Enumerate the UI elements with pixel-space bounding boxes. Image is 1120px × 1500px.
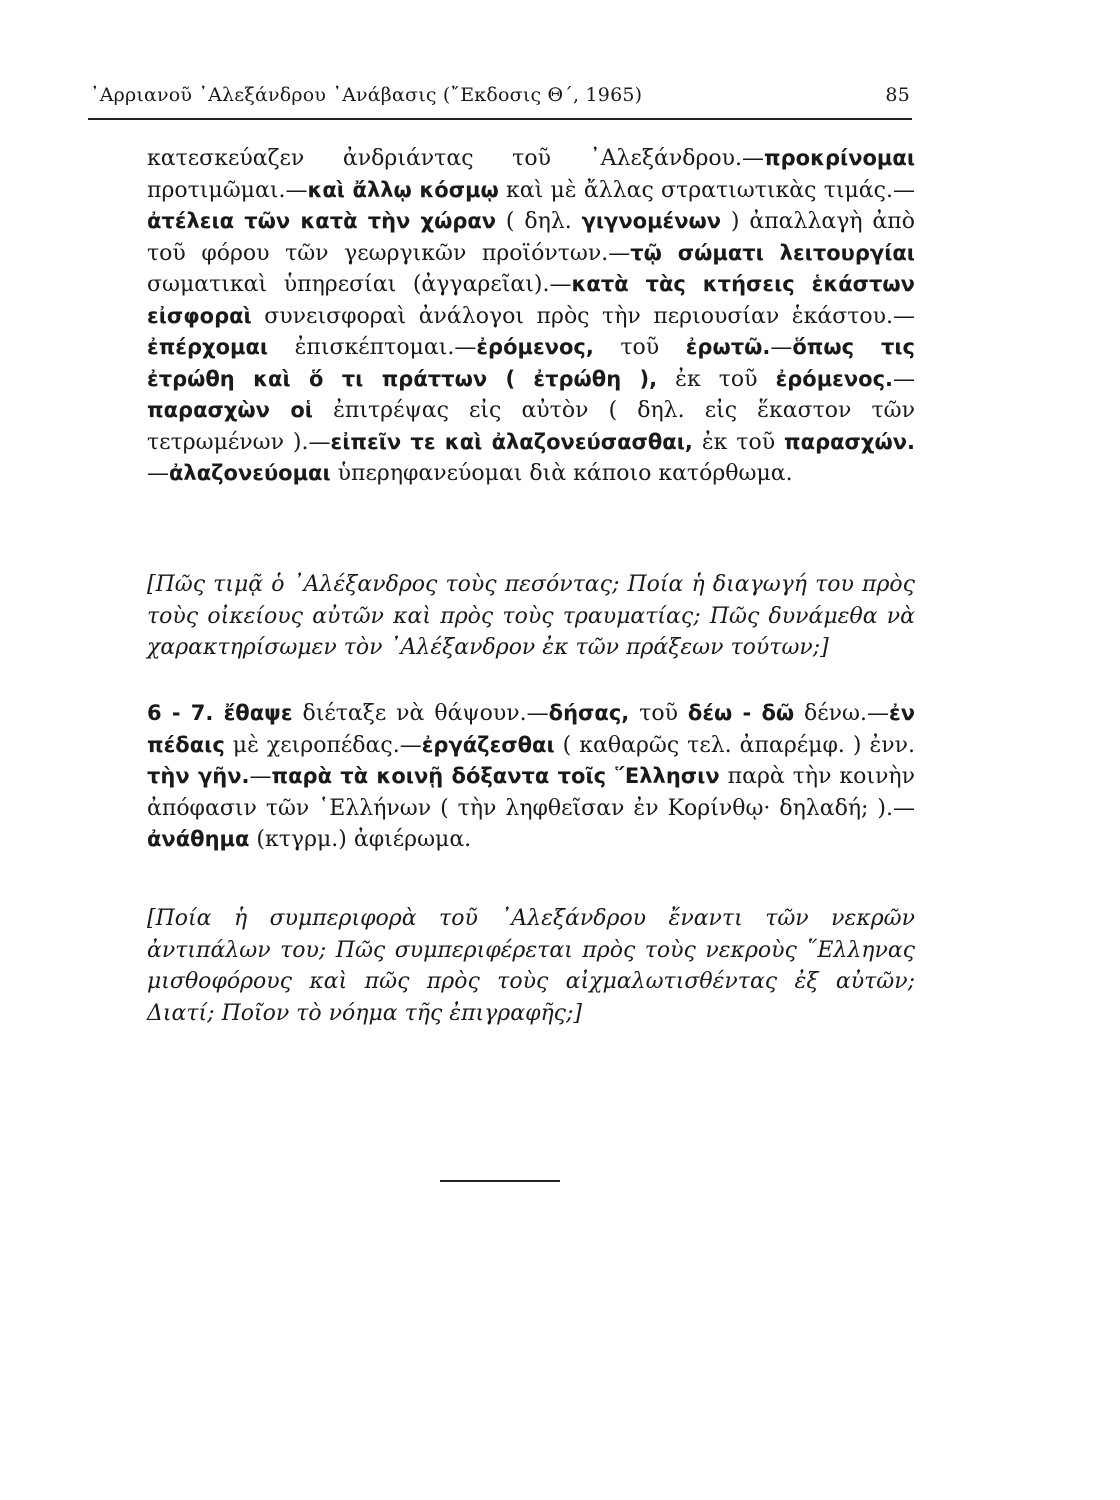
glossary-definition: τοῦ (593, 335, 686, 360)
glossary-definition: — (249, 764, 272, 789)
glossary-definition: κατεσκεύαζεν ἀνδριάντας τοῦ ᾿Αλεξάνδρου.— (147, 146, 764, 171)
glossary-term: ἐρόμενος, (476, 335, 594, 359)
glossary-term: δήσας, (548, 701, 630, 725)
glossary-text-1 (147, 143, 915, 490)
section-end-rule (440, 1180, 560, 1182)
glossary-definition: ἐπιτρέψας εἰς αὐτὸν ( δηλ. εἰς ἕκαστον τῶν τετρωμένων ).— (147, 398, 915, 455)
glossary-term: εἰπεῖν τε καὶ ἀλαζονεύσασθαι, (330, 429, 693, 454)
glossary-paragraph-1 (147, 143, 915, 490)
glossary-term: ἐργάζεσθαι (421, 732, 555, 757)
header-rule (88, 118, 912, 120)
glossary-term: ὅπως τις ἐτρώθη καὶ ὅ τι πράττων ( ἐτρώθη ), (147, 335, 916, 391)
glossary-term: 6 - 7. ἔθαψε (147, 701, 293, 725)
glossary-definition: σωματικαὶ ὑπηρεσίαι (ἀγγαρεῖαι).— (147, 272, 572, 297)
glossary-definition: ὑπερηφανεύομαι διὰ κάποιο κατόρθωμα. (330, 461, 793, 486)
glossary-definition: ἐκ τοῦ (692, 429, 785, 455)
glossary-term: ἐπέρχομαι (147, 335, 269, 359)
glossary-definition: ἐπισκέπτομαι.— (268, 335, 477, 360)
glossary-term: ἀτέλεια τῶν κατὰ τὴν χώραν (147, 209, 497, 233)
page-header (90, 84, 910, 106)
glossary-text-2 (147, 698, 915, 856)
glossary-term: δέω - δῶ (687, 701, 795, 725)
glossary-definition: (κτγρμ.) ἀφιέρωμα. (249, 827, 472, 852)
glossary-definition: διέταξε νὰ θάψουν.— (292, 701, 549, 726)
glossary-term: τῷ σώματι λειτουργίαι (630, 240, 915, 265)
glossary-term: παρὰ τὰ κοινῇ δόξαντα τοῖς ῞Ελλησιν (271, 764, 720, 788)
glossary-definition: ἐκ τοῦ (657, 366, 776, 392)
glossary-definition: ( δηλ. (496, 209, 582, 234)
glossary-term: ἐρόμενος. (775, 366, 894, 391)
glossary-definition: δένω.— (794, 701, 889, 726)
glossary-definition: ( καθαρῶς τελ. ἀπαρέμφ. ) ἐνν. (554, 732, 915, 758)
glossary-term: γιγνομένων (581, 209, 722, 233)
glossary-term: ἀλαζονεύομαι (169, 461, 331, 485)
glossary-term: καὶ ἄλλῳ κόσμῳ (307, 177, 499, 202)
running-title: ᾿Αρριανοῦ ᾿Αλεξάνδρου ᾿Ανάβασις (῎Εκδοσις Θ΄, 1965) (90, 84, 643, 106)
glossary-definition: μὲ χειροπέδας.— (224, 732, 422, 758)
glossary-definition: προτιμῶμαι.— (147, 177, 308, 203)
glossary-term: ἀνάθημα (147, 827, 250, 851)
glossary-definition: ) ἀπαλλαγὴ ἀπὸ τοῦ φόρου τῶν γεωργικῶν προϊόντων.— (147, 209, 915, 266)
glossary-term: κατὰ τὰς κτήσεις ἑκάστων εἰσφοραὶ (147, 272, 915, 328)
glossary-term: τὴν γῆν. (147, 764, 250, 788)
glossary-definition: — (893, 366, 916, 392)
glossary-definition: τοῦ (629, 701, 688, 726)
questions-paragraph-2 (147, 903, 915, 1029)
glossary-term: παρασχὼν οἱ (147, 398, 313, 422)
glossary-term: ἐρωτῶ. (685, 335, 771, 359)
glossary-paragraph-2 (147, 698, 915, 856)
questions-paragraph-1 (147, 569, 915, 664)
glossary-term: παρασχών. (784, 429, 915, 454)
page-number: 85 (885, 84, 910, 106)
glossary-definition: συνεισφοραὶ ἀνάλογοι πρὸς τὴν περιουσίαν ἑκάστου.— (251, 303, 915, 329)
glossary-term: ἐν πέδαις (147, 701, 915, 757)
glossary-definition: — (147, 461, 169, 486)
questions-text-1: [Πῶς τιμᾷ ὁ ᾿Αλέξανδρος τοὺς πεσόντας; Ποία ἡ διαγωγή του πρὸς τοὺς οἰκείους αὐτῶν καὶ πρὸς τοὺς τραυματίας; Πῶς δυνάμεθα νὰ χαρακτηρίσωμεν τὸν ᾿Αλέξανδρον ἐκ τῶν πράξεων τούτων;] (147, 572, 915, 660)
questions-text-2: [Ποία ἡ συμπεριφορὰ τοῦ ᾿Αλεξάνδρου ἔναντι τῶν νεκρῶν ἀντιπάλων του; Πῶς συμπεριφέρεται πρὸς τοὺς νεκροὺς ῞Ελληνας μισθοφόρους καὶ πῶς πρὸς τοὺς αἰχμαλωτισθέντας ἐξ αὐτῶν; Διατί; Ποῖον τὸ νόημα τῆς ἐπιγραφῆς;] (147, 906, 915, 1026)
glossary-definition: — (770, 335, 793, 360)
glossary-definition: καὶ μὲ ἄλλας στρατιωτικὰς τιμάς.— (498, 177, 915, 203)
glossary-term: προκρίνομαι (764, 146, 915, 170)
glossary-definition: παρὰ τὴν κοινὴν ἀπόφασιν τῶν ῾Ελλήνων ( τὴν ληφθεῖσαν ἐν Κορίνθῳ· δηλαδή; ).— (147, 764, 915, 821)
